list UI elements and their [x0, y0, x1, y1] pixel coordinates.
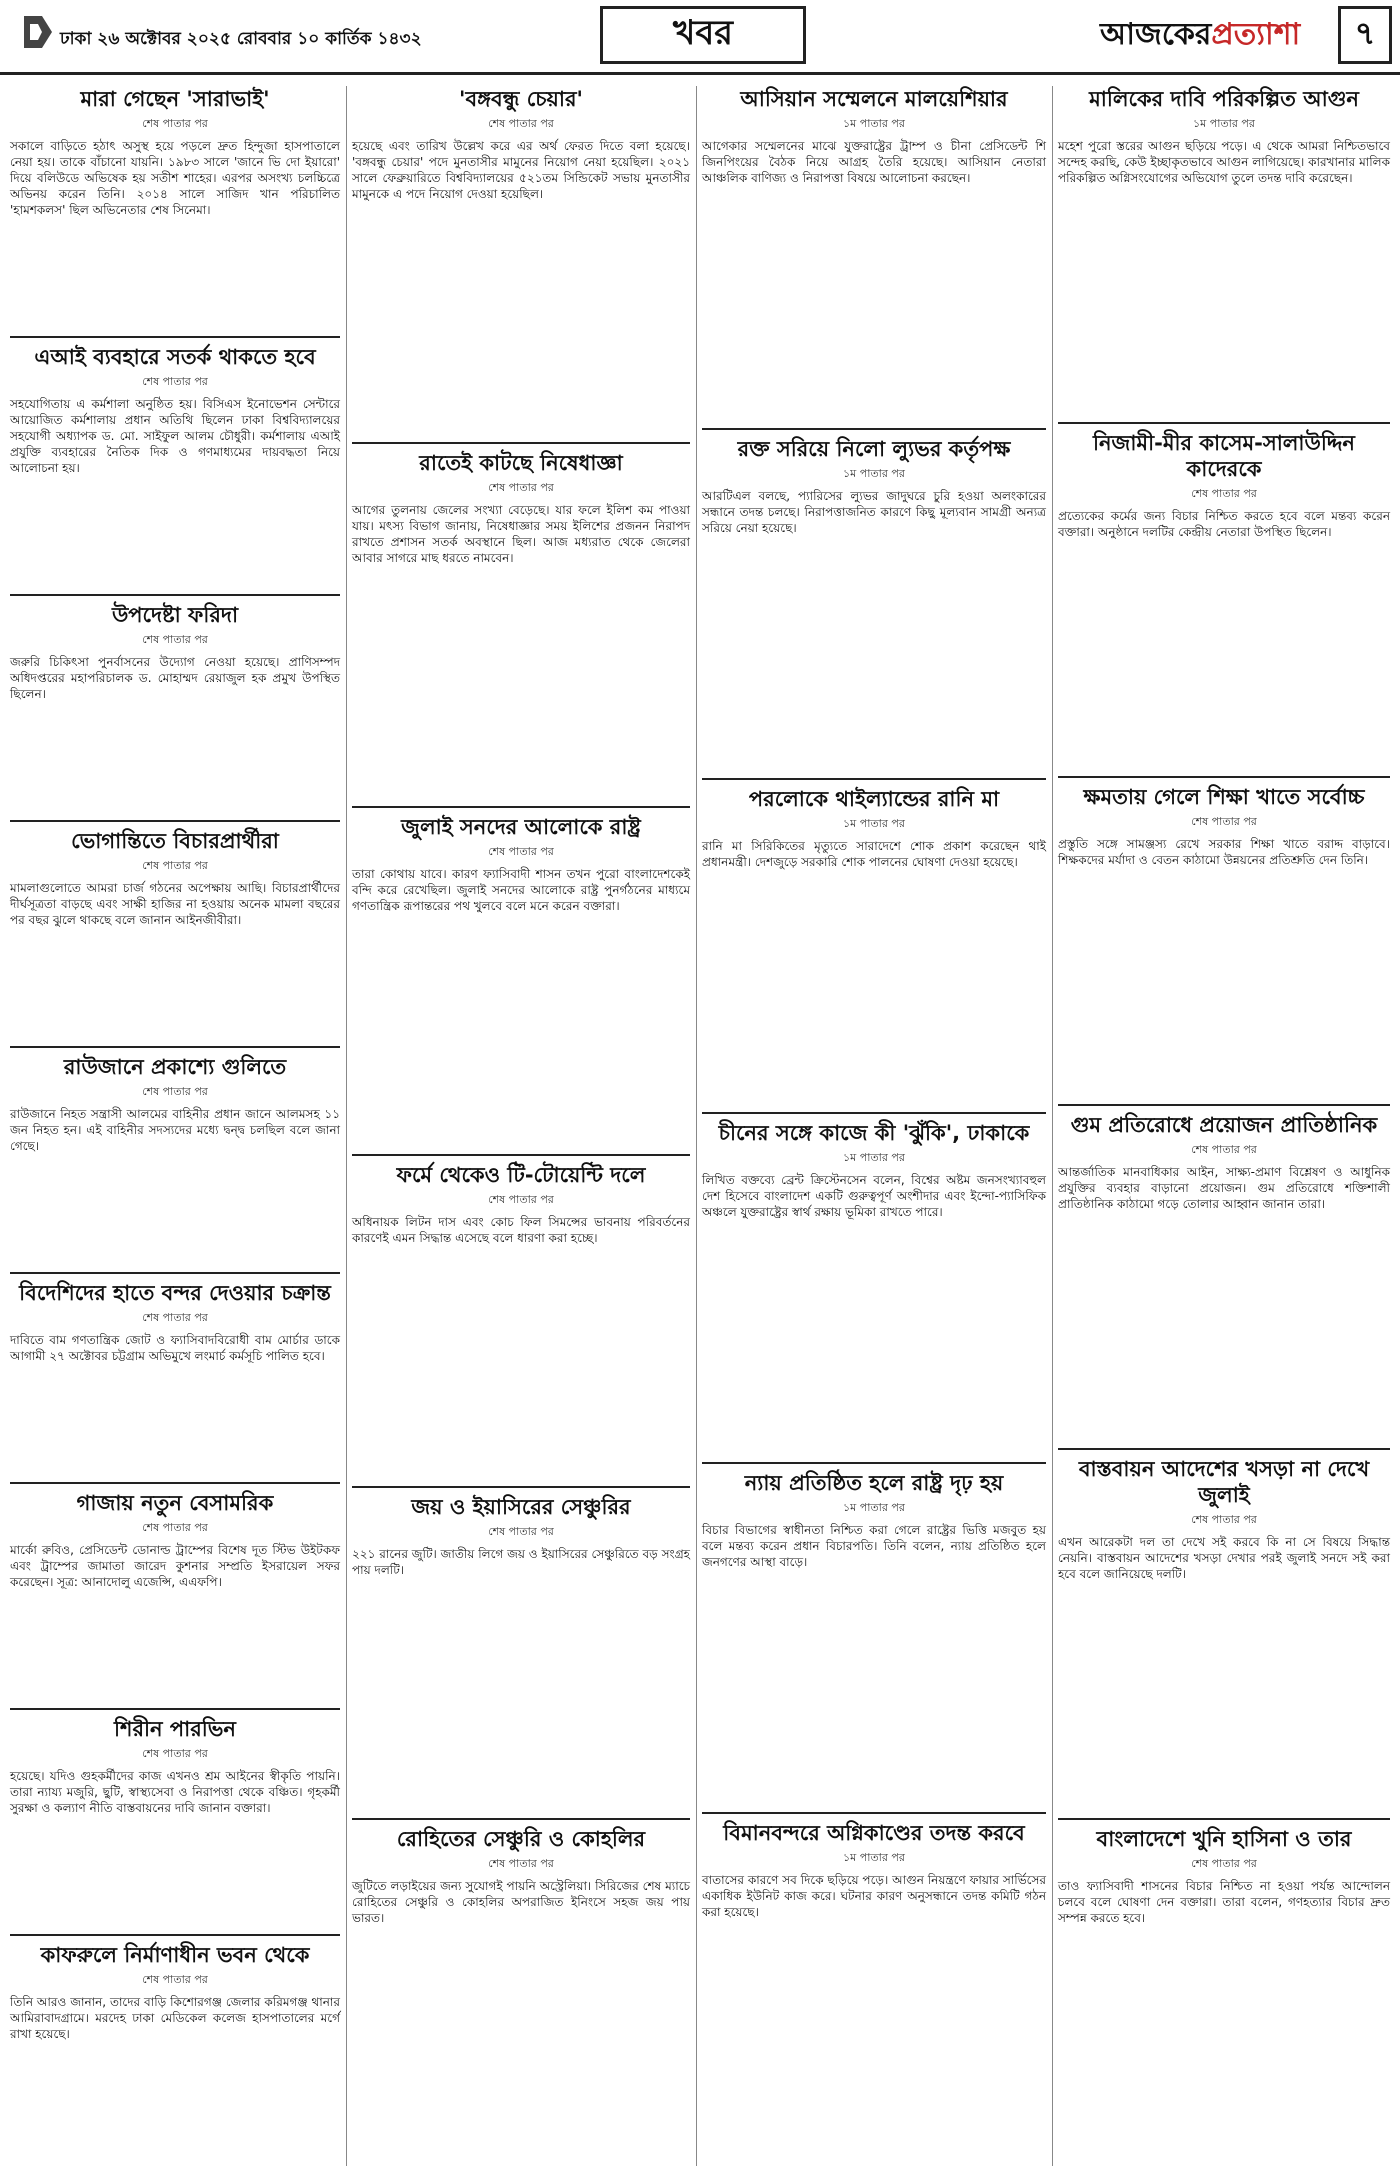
- story-body: এখন আরেকটা দল তা দেখে সই করবে কি না সে বিষয়ে সিদ্ধান্ত নেয়নি। বাস্তবায়ন আদেশের খসড়া দেখার পরই জুলাই সনদে সই করা হবে বলে জানিয়েছে দলটি।: [1058, 1535, 1390, 1581]
- news-story: [702, 1812, 1046, 1920]
- story-headline: বাস্তবায়ন আদেশের খসড়া না দেখে জুলাই: [1078, 1457, 1370, 1507]
- continuation-note: ১ম পাতার পর: [843, 467, 905, 480]
- date-line: ঢাকা ২৬ অক্টোবর ২০২৫ রোববার ১০ কার্তিক ১৪৩২: [60, 29, 422, 49]
- continuation-note: শেষ পাতার পর: [142, 859, 208, 872]
- continuation-note: ১ম পাতার পর: [843, 1501, 905, 1514]
- continuation-note: ১ম পাতার পর: [843, 817, 905, 830]
- section-title: খবর: [600, 6, 806, 64]
- continuation-note: শেষ পাতার পর: [488, 1193, 554, 1206]
- story-headline: ন্যায় প্রতিষ্ঠিত হলে রাষ্ট্র দৃঢ় হয়: [744, 1471, 1004, 1495]
- news-story: [352, 1154, 690, 1246]
- continuation-note: শেষ পাতার পর: [142, 1311, 208, 1324]
- continuation-note: শেষ পাতার পর: [1191, 815, 1257, 828]
- story-headline: রাতেই কাটছে নিষেধাজ্ঞা: [419, 451, 623, 475]
- news-story: [10, 1272, 340, 1364]
- story-body: প্রস্তুতি সঙ্গে সামঞ্জস্য রেখে সরকার শিক্ষা খাতে বরাদ্দ বাড়াবে। শিক্ষকদের মর্যাদা ও বেতন কাঠামো উন্নয়নের প্রতিশ্রুতি দেন তিনি।: [1058, 837, 1390, 867]
- story-headline: এআই ব্যবহারে সতর্ক থাকতে হবে: [34, 345, 316, 369]
- column-divider: [696, 86, 697, 2166]
- continuation-note: শেষ পাতার পর: [1191, 1513, 1257, 1526]
- continuation-note: শেষ পাতার পর: [142, 375, 208, 388]
- story-headline: মারা গেছেন 'সারাভাই': [80, 87, 270, 111]
- story-body: রাউজানে নিহত সন্ত্রাসী আলমের বাহিনীর প্রধান জানে আলমসহ ১১ জন নিহত হন। এই বাহিনীর সদস্যদের মধ্যে দ্বন্দ্ব চলছিল বলে জানা গেছে।: [10, 1107, 340, 1153]
- logo-accent: প্রত্যাশা: [1211, 17, 1301, 52]
- story-headline: জুলাই সনদের আলোকে রাষ্ট্র: [401, 815, 641, 839]
- continuation-note: ১ম পাতার পর: [843, 117, 905, 130]
- story-body: হয়েছে এবং তারিখ উল্লেখ করে এর অর্থ ফেরত দিতে বলা হয়েছে। 'বঙ্গবন্ধু চেয়ার' পদে মুনতাসীর মামুনের নিয়োগ নেয়া হয়েছিল। ২০২১ সালে ফেব্রুয়ারিতে বিশ্ববিদ্যালয়ের ৫২১তম সিন্ডিকেট সভায় মুনতাসীর মামুনকে এ পদে নিয়োগ দেওয়া হয়েছিল।: [352, 139, 690, 201]
- story-headline: শিরীন পারভিন: [114, 1717, 236, 1741]
- story-body: তিনি আরও জানান, তাদের বাড়ি কিশোরগঞ্জ জেলার করিমগঞ্জ থানার আমিরাবাদগ্রামে। মরদেহ ঢাকা মেডিকেল কলেজ হাসপাতালের মর্গে রাখা হয়েছে।: [10, 1995, 340, 2041]
- news-story: [352, 1486, 690, 1578]
- column-2: [352, 86, 690, 2166]
- continuation-note: শেষ পাতার পর: [142, 117, 208, 130]
- story-headline: বিমানবন্দরে অগ্নিকাণ্ডের তদন্ত করবে: [723, 1821, 1025, 1845]
- news-story: [1058, 1448, 1390, 1582]
- story-body: লিখিত বক্তব্যে ব্রেন্ট ক্রিস্টেনসেন বলেন, বিশ্বের অষ্টম জনসংখ্যাবহুল দেশ হিসেবে বাংলাদেশ একটি গুরুত্বপূর্ণ অংশীদার এবং ইন্দো-প্যাসিফিক অঞ্চলে যুক্তরাষ্ট্রের স্বার্থ রক্ষায় ভূমিকা রাখতে পারে।: [702, 1173, 1046, 1219]
- continuation-note: শেষ পাতার পর: [142, 1085, 208, 1098]
- news-story: [352, 1818, 690, 1926]
- news-story: [10, 1482, 340, 1590]
- story-body: মহেশ পুরো স্তরের আগুন ছড়িয়ে পড়ে। এ থেকে আমরা নিশ্চিতভাবে সন্দেহ করছি, কেউ ইচ্ছাকৃতভাবে আগুন লাগিয়েছে। কারখানার মালিক পরিকল্পিত অগ্নিসংযোগের অভিযোগ তুলে তদন্ত দাবি করেছেন।: [1058, 139, 1390, 185]
- column-4: [1058, 86, 1390, 2162]
- continuation-note: শেষ পাতার পর: [142, 1521, 208, 1534]
- news-story: [702, 428, 1046, 536]
- newspaper-logo: [1100, 10, 1300, 61]
- news-story: [10, 86, 340, 218]
- story-headline: রক্ত সরিয়ে নিলো ল্যুভর কর্তৃপক্ষ: [737, 437, 1011, 461]
- page-number: ৭: [1338, 6, 1392, 64]
- story-body: দাবিতে বাম গণতান্ত্রিক জোট ও ফ্যাসিবাদবিরোধী বাম মোর্চার ডাকে আগামী ২৭ অক্টোবর চট্টগ্রাম অভিমুখে লংমার্চ কর্মসূচি পালিত হবে।: [10, 1333, 340, 1363]
- logo-prefix: আজকের: [1100, 17, 1212, 52]
- story-body: সহযোগিতায় এ কর্মশালা অনুষ্ঠিত হয়। বিসিএস ইনোভেশন সেন্টারে আয়োজিত কর্মশালায় প্রধান অতিথি ছিলেন ঢাকা বিশ্ববিদ্যালয়ের সহযোগী অধ্যাপক ড. মো. সাইফুল আলম চৌধুরী। কর্মশালায় এআই প্রযুক্তি ব্যবহারের নৈতিক দিক ও গণমাধ্যমের দায়বদ্ধতা নিয়ে আলোচনা হয়।: [10, 397, 340, 475]
- story-body: মামলাগুলোতে আমরা চার্জ গঠনের অপেক্ষায় আছি। বিচারপ্রার্থীদের দীর্ঘসূত্রতা বাড়ছে এবং সাক্ষী হাজির না হওয়ায় অনেক মামলা বছরের পর বছর ঝুলে থাকছে বলে জানান আইনজীবীরা।: [10, 881, 340, 927]
- story-body: আগেকার সম্মেলনের মাঝে যুক্তরাষ্ট্রের ট্রাম্প ও চীনা প্রেসিডেন্ট শি জিনপিংয়ের বৈঠক নিয়ে আগ্রহ তৈরি হয়েছে। আসিয়ান নেতারা আঞ্চলিক বাণিজ্য ও নিরাপত্তা বিষয়ে আলোচনা করছেন।: [702, 139, 1046, 185]
- story-headline: জয় ও ইয়াসিরের সেঞ্চুরির: [411, 1495, 631, 1519]
- continuation-note: শেষ পাতার পর: [488, 1525, 554, 1538]
- news-story: [10, 1708, 340, 1816]
- page-marker-icon: [24, 16, 52, 48]
- story-headline: পরলোকে থাইল্যান্ডের রানি মা: [748, 787, 1000, 811]
- story-headline: বাংলাদেশে খুনি হাসিনা ও তার: [1096, 1827, 1352, 1851]
- story-headline: রোহিতের সেঞ্চুরি ও কোহলির: [396, 1827, 646, 1851]
- story-headline: 'বঙ্গবন্ধু চেয়ার': [459, 87, 583, 111]
- story-headline: কাফরুলে নির্মাণাধীন ভবন থেকে: [40, 1943, 310, 1967]
- story-body: আগের তুলনায় জেলের সংখ্যা বেড়েছে। যার ফলে ইলিশ কম পাওয়া যায়। মৎস্য বিভাগ জানায়, নিষেধাজ্ঞার সময় ইলিশের প্রজনন নিরাপদ রাখতে প্রশাসন সতর্ক অবস্থানে ছিল। আজ মধ্যরাত থেকে জেলেরা আবার সাগরে মাছ ধরতে নামবেন।: [352, 503, 690, 565]
- continuation-note: শেষ পাতার পর: [142, 1747, 208, 1760]
- news-story: [10, 1934, 340, 2042]
- story-headline: বিদেশিদের হাতে বন্দর দেওয়ার চক্রান্ত: [19, 1281, 331, 1305]
- news-story: [1058, 422, 1390, 540]
- news-story: [10, 1046, 340, 1154]
- continuation-note: শেষ পাতার পর: [488, 117, 554, 130]
- story-body: ২২১ রানের জুটি। জাতীয় লিগে জয় ও ইয়াসিরের সেঞ্চুরিতে বড় সংগ্রহ পায় দলটি।: [352, 1547, 690, 1577]
- story-headline: গুম প্রতিরোধে প্রয়োজন প্রাতিষ্ঠানিক: [1070, 1113, 1378, 1137]
- story-headline: ফর্মে থেকেও টি-টোয়েন্টি দলে: [396, 1163, 646, 1187]
- news-story: [1058, 1104, 1390, 1212]
- column-divider: [346, 86, 347, 2166]
- news-story: [10, 336, 340, 476]
- story-body: জরুরি চিকিৎসা পুনর্বাসনের উদ্যোগ নেওয়া হয়েছে। প্রাণিসম্পদ অধিদপ্তরের মহাপরিচালক ড. মোহাম্মদ রেয়াজুল হক প্রমুখ উপস্থিত ছিলেন।: [10, 655, 340, 701]
- news-story: [352, 806, 690, 914]
- news-story: [702, 778, 1046, 870]
- news-story: [702, 86, 1046, 186]
- story-headline: ক্ষমতায় গেলে শিক্ষা খাতে সর্বোচ্চ: [1083, 785, 1365, 809]
- story-body: অধিনায়ক লিটন দাস এবং কোচ ফিল সিমন্সের ভাবনায় পরিবর্তনের কারণেই এমন সিদ্ধান্ত এসেছে বলে ধারণা করা হচ্ছে।: [352, 1215, 690, 1245]
- continuation-note: ১ম পাতার পর: [843, 1851, 905, 1864]
- story-body: বিচার বিভাগের স্বাধীনতা নিশ্চিত করা গেলে রাষ্ট্রের ভিত্তি মজবুত হয় বলে মন্তব্য করেন প্রধান বিচারপতি। তিনি বলেন, ন্যায় প্রতিষ্ঠিত হলে জনগণের আস্থা বাড়ে।: [702, 1523, 1046, 1569]
- continuation-note: শেষ পাতার পর: [1191, 1143, 1257, 1156]
- masthead: [0, 0, 1400, 75]
- news-story: [1058, 86, 1390, 186]
- continuation-note: শেষ পাতার পর: [142, 633, 208, 646]
- story-headline: গাজায় নতুন বেসামরিক: [76, 1491, 274, 1515]
- story-body: আরটিএল বলছে, প্যারিসের ল্যুভর জাদুঘরে চুরি হওয়া অলংকারের সন্ধানে তদন্ত চলছে। নিরাপত্তাজনিত কারণে কিছু মূল্যবান সামগ্রী অন্যত্র সরিয়ে নেয়া হয়েছে।: [702, 489, 1046, 535]
- news-story: [10, 594, 340, 702]
- story-body: হয়েছে। যদিও গুহকর্মীদের কাজ এখনও শ্রম আইনের স্বীকৃতি পায়নি। তারা ন্যায্য মজুরি, ছুটি, স্বাস্থ্যসেবা ও নিরাপত্তা থেকে বঞ্চিত। গৃহকর্মী সুরক্ষা ও কল্যাণ নীতি বাস্তবায়নের দাবি জানান বক্তারা।: [10, 1769, 340, 1815]
- continuation-note: শেষ পাতার পর: [488, 845, 554, 858]
- continuation-note: শেষ পাতার পর: [488, 481, 554, 494]
- story-body: রানি মা সিরিকিতের মৃত্যুতে সারাদেশে শোক প্রকাশ করেছেন থাই প্রধানমন্ত্রী। দেশজুড়ে সরকারি শোক পালনের ঘোষণা দেওয়া হয়েছে।: [702, 839, 1046, 869]
- news-story: [10, 820, 340, 928]
- news-story: [1058, 776, 1390, 868]
- news-story: [1058, 1818, 1390, 1926]
- news-story: [352, 86, 690, 202]
- story-headline: আসিয়ান সম্মেলনে মালয়েশিয়ার: [740, 87, 1008, 111]
- story-body: তাও ফ্যাসিবাদী শাসনের বিচার নিশ্চিত না হওয়া পর্যন্ত আন্দোলন চলবে বলে ঘোষণা দেন বক্তারা। তারা বলেন, গণহত্যার বিচার দ্রুত সম্পন্ন করতে হবে।: [1058, 1879, 1390, 1925]
- news-story: [702, 1112, 1046, 1220]
- story-body: তারা কোথায় যাবে। কারণ ফ্যাসিবাদী শাসন তখন পুরো বাংলাদেশকেই বন্দি করে রেখেছিল। জুলাই সনদের আলোকে রাষ্ট্র পুনর্গঠনের মাধ্যমে গণতান্ত্রিক রূপান্তরের পথ খুলবে বলে মনে করেন বক্তারা।: [352, 867, 690, 913]
- news-story: [352, 442, 690, 566]
- story-headline: মালিকের দাবি পরিকল্পিত আগুন: [1089, 87, 1359, 111]
- story-headline: উপদেষ্টা ফরিদা: [111, 603, 239, 627]
- continuation-note: ১ম পাতার পর: [843, 1151, 905, 1164]
- story-body: মার্কো রুবিও, প্রেসিডেন্ট ডোনাল্ড ট্রাম্পের বিশেষ দূত স্টিভ উইটকফ এবং ট্রাম্পের জামাতা জারেদ কুশনার সম্প্রতি ইসরায়েল সফর করেছেন। সূত্র: আনাদোলু এজেন্সি, এএফপি।: [10, 1543, 340, 1589]
- story-headline: চীনের সঙ্গে কাজে কী 'ঝুঁকি', ঢাকাকে: [718, 1121, 1030, 1145]
- continuation-note: শেষ পাতার পর: [142, 1973, 208, 1986]
- continuation-note: শেষ পাতার পর: [1191, 1857, 1257, 1870]
- continuation-note: শেষ পাতার পর: [488, 1857, 554, 1870]
- column-1: [10, 86, 340, 2160]
- story-headline: নিজামী-মীর কাসেম-সালাউদ্দিন কাদেরকে: [1093, 431, 1355, 481]
- story-body: প্রত্যেকের কর্মের জন্য বিচার নিশ্চিত করতে হবে বলে মন্তব্য করেন বক্তারা। অনুষ্ঠানে দলটির কেন্দ্রীয় নেতারা উপস্থিত ছিলেন।: [1058, 509, 1390, 539]
- story-headline: রাউজানে প্রকাশ্যে গুলিতে: [63, 1055, 287, 1079]
- news-story: [702, 1462, 1046, 1570]
- story-body: বাতাসের কারণে সব দিকে ছড়িয়ে পড়ে। আগুন নিয়ন্ত্রণে ফায়ার সার্ভিসের একাধিক ইউনিট কাজ করে। ঘটনার কারণ অনুসন্ধানে তদন্ত কমিটি গঠন করা হয়েছে।: [702, 1873, 1046, 1919]
- story-body: জুটিতে লড়াইয়ের জন্য সুযোগই পায়নি অস্ট্রেলিয়া। সিরিজের শেষ ম্যাচে রোহিতের সেঞ্চুরি ও কোহলির অপরাজিত ইনিংসে সহজ জয় পায় ভারত।: [352, 1879, 690, 1925]
- continuation-note: ১ম পাতার পর: [1193, 117, 1255, 130]
- continuation-note: শেষ পাতার পর: [1191, 487, 1257, 500]
- column-divider: [1052, 86, 1053, 2166]
- story-headline: ভোগান্তিতে বিচারপ্রার্থীরা: [71, 829, 279, 853]
- story-body: আন্তর্জাতিক মানবাধিকার আইন, সাক্ষ্য-প্রমাণ বিশ্লেষণ ও আধুনিক প্রযুক্তির ব্যবহার বাড়ানো প্রয়োজন। গুম প্রতিরোধে শক্তিশালী প্রাতিষ্ঠানিক কাঠামো গড়ে তোলার আহ্বান জানান তারা।: [1058, 1165, 1390, 1211]
- column-3: [702, 86, 1046, 2162]
- story-body: সকালে বাড়িতে হঠাৎ অসুস্থ হয়ে পড়লে দ্রুত হিন্দুজা হাসপাতালে নেয়া হয়। তাকে বাঁচানো যায়নি। ১৯৮৩ সালে 'জানে ভি দো ইয়ারো' দিয়ে বলিউডে অভিষেক হয় সতীশ শাহের। এরপর অসংখ্য চলচ্চিত্রে অভিনয় করেন তিনি। ২০১৪ সালে সাজিদ খান পরিচালিত 'হামশকলস' ছিল অভিনেতার শেষ সিনেমা।: [10, 139, 340, 217]
